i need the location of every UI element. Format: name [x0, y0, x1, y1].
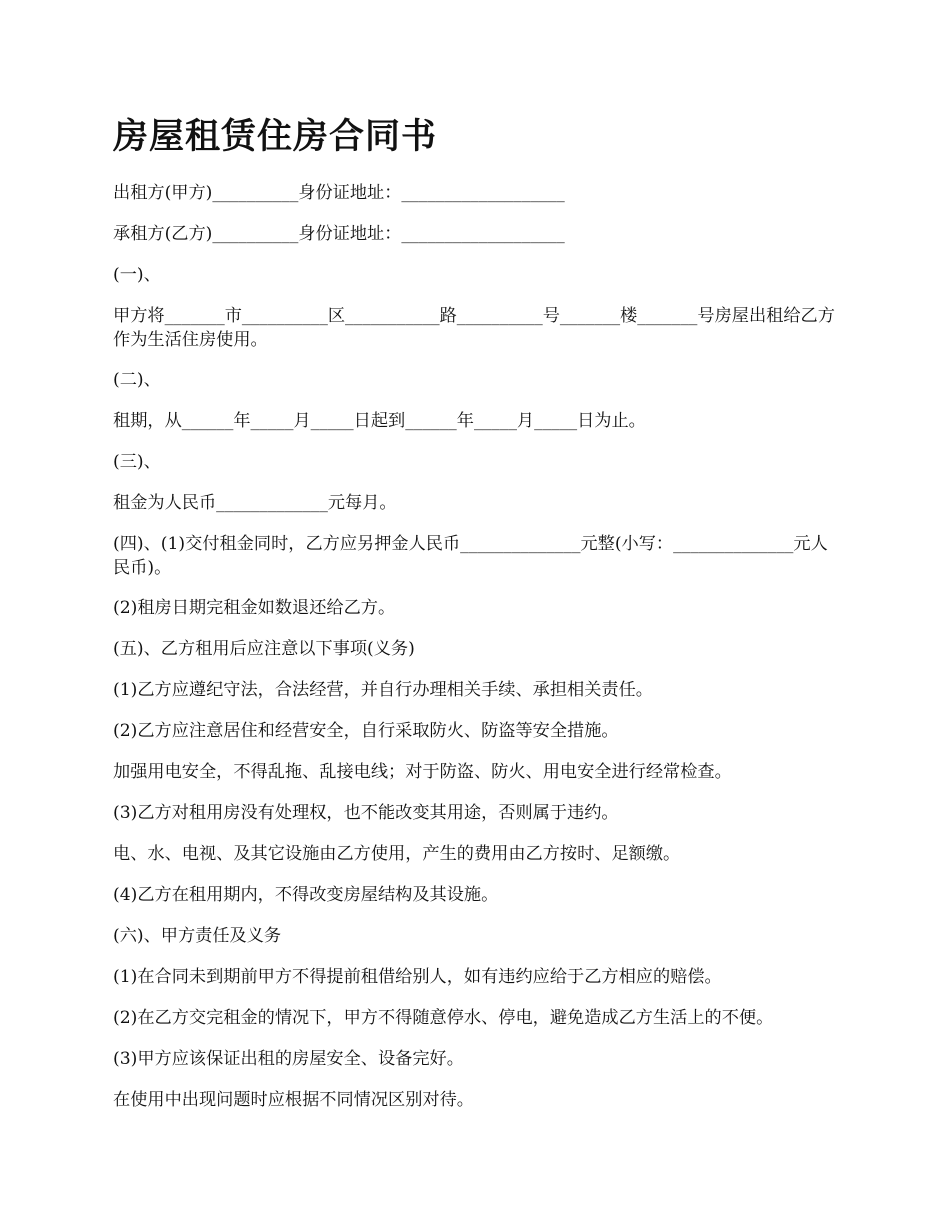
clause-5-item-4: (4)乙方在租用期内，不得改变房屋结构及其设施。 — [113, 885, 499, 905]
clause-4-item-2: (2)租房日期完租金如数退还给乙方。 — [113, 598, 396, 618]
clause-5-heading: (五)、乙方租用后应注意以下事项(义务) — [113, 639, 415, 659]
clause-2-text: 租期，从______年_____月_____日起到______年_____月_____日为止。 — [113, 411, 646, 431]
clause-6-usage-note: 在使用中出现问题时应根据不同情况区别对待。 — [113, 1090, 474, 1110]
party-a-line: 出租方(甲方)__________身份证地址：___________________ — [113, 183, 565, 203]
clause-1-heading: (一)、 — [113, 265, 161, 285]
clause-5-utilities: 电、水、电视、及其它设施由乙方使用，产生的费用由乙方按时、足额缴。 — [113, 844, 681, 864]
clause-6-item-3: (3)甲方应该保证出租的房屋安全、设备完好。 — [113, 1049, 464, 1069]
clause-5-item-2: (2)乙方应注意居住和经营安全，自行采取防火、防盗等安全措施。 — [113, 721, 619, 741]
clause-2-heading: (二)、 — [113, 370, 161, 390]
clause-3-heading: (三)、 — [113, 452, 161, 472]
document-title: 房屋租赁住房合同书 — [113, 116, 438, 157]
clause-5-item-1: (1)乙方应遵纪守法，合法经营，并自行办理相关手续、承担相关责任。 — [113, 680, 653, 700]
clause-4-text: (四)、(1)交付租金同时，乙方应另押金人民币______________元整(小写：______________元人民币)。 — [113, 534, 828, 578]
clause-5-item-3: (3)乙方对租用房没有处理权，也不能改变其用途，否则属于违约。 — [113, 803, 619, 823]
clause-6-heading: (六)、甲方责任及义务 — [113, 926, 282, 946]
clause-1-text: 甲方将_______市__________区___________路__________号_______楼_______号房屋出租给乙方作为生活住房使用。 — [113, 306, 835, 350]
clause-6-item-2: (2)在乙方交完租金的情况下，甲方不得随意停水、停电，避免造成乙方生活上的不便。 — [113, 1008, 774, 1028]
clause-6-item-1: (1)在合同未到期前甲方不得提前租借给别人，如有违约应给于乙方相应的赔偿。 — [113, 967, 722, 987]
clause-3-text: 租金为人民币_____________元每月。 — [113, 493, 397, 513]
clause-5-electric-safety: 加强用电安全，不得乱拖、乱接电线；对于防盗、防火、用电安全进行经常检查。 — [113, 762, 732, 782]
party-b-line: 承租方(乙方)__________身份证地址：___________________ — [113, 224, 565, 244]
